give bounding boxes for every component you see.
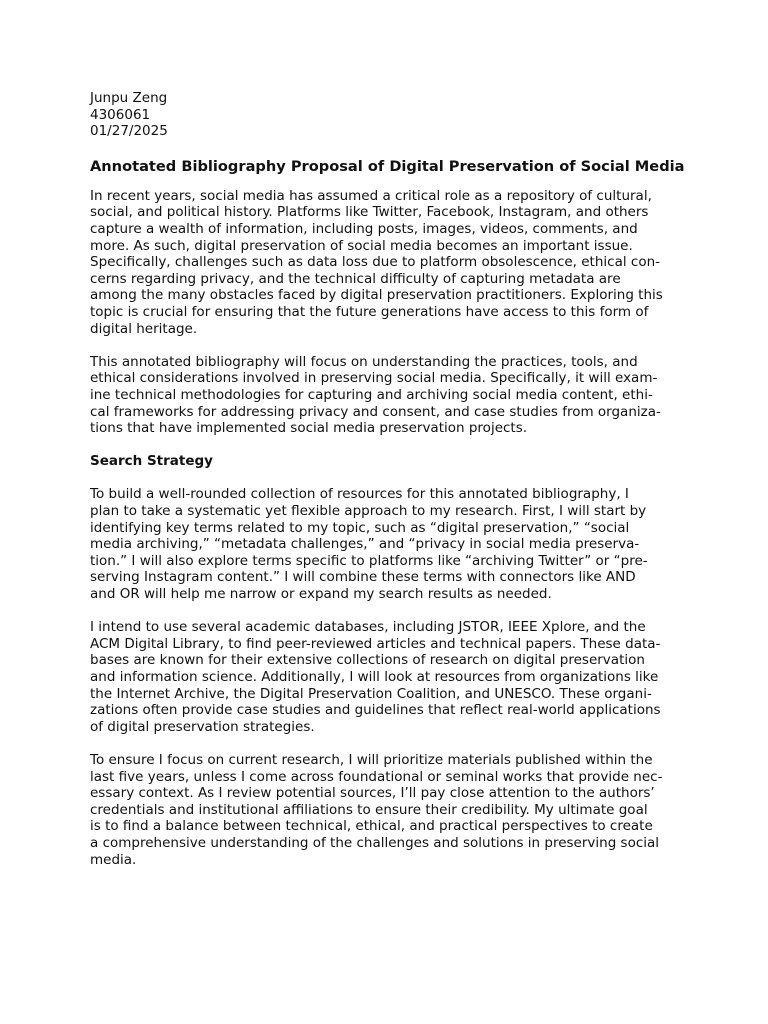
text-line: serving Instagram content.” I will combine these terms with connectors like AND	[90, 569, 636, 586]
document-date: 01/27/2025	[90, 123, 168, 140]
text-line: zations often provide case studies and guidelines that reflect real-world applications	[90, 702, 661, 719]
document-page	[90, 90, 685, 868]
student-id: 4306061	[90, 106, 151, 123]
paragraph-focus	[90, 354, 678, 437]
text-line: I intend to use several academic databases, including JSTOR, IEEE Xplore, and the	[90, 619, 646, 636]
text-line: of digital preservation strategies.	[90, 718, 315, 735]
text-line: more. As such, digital preservation of social media becomes an important issue.	[90, 237, 633, 254]
paragraph-introduction	[90, 188, 678, 337]
text-line: a comprehensive understanding of the challenges and solutions in preserving social	[90, 834, 660, 851]
paragraph-databases	[90, 619, 678, 735]
text-line: identifying key terms related to my topic, such as “digital preservation,” “social	[90, 519, 630, 536]
text-line: and information science. Additionally, I will look at resources from organizations like	[90, 669, 659, 685]
document-title: Annotated Bibliography Proposal of Digital Preservation of Social Media	[90, 157, 685, 175]
text-line: To ensure I focus on current research, I will prioritize materials published within the	[90, 751, 653, 768]
text-line: is to find a balance between technical, ethical, and practical perspectives to create	[90, 818, 653, 835]
author-name: Junpu Zeng	[90, 90, 168, 106]
text-line: bases are known for their extensive collections of research on digital preservation	[90, 652, 645, 669]
text-line: credentials and institutional affiliations to ensure their credibility. My ultimate goal	[90, 801, 648, 818]
text-line: Specifically, challenges such as data loss due to platform obsolescence, ethical con-	[90, 254, 661, 271]
text-line: ine technical methodologies for capturing and archiving social media content, ethi-	[90, 386, 653, 403]
text-line: the Internet Archive, the Digital Preservation Coalition, and UNESCO. These organi-	[90, 685, 652, 702]
text-line: last five years, unless I come across foundational or seminal works that provide nec-	[90, 768, 663, 785]
text-line: social, and political history. Platforms like Twitter, Facebook, Instagram, and others	[90, 204, 649, 221]
text-line: digital heritage.	[90, 320, 198, 337]
text-line: This annotated bibliography will focus on understanding the practices, tools, and	[90, 353, 638, 370]
text-line: ACM Digital Library, to find peer-reviewed articles and technical papers. These data-	[90, 635, 661, 652]
text-line: topic is crucial for ensuring that the future generations have access to this form of	[90, 303, 649, 320]
text-line: tion.” I will also explore terms specific to platforms like “archiving Twitter” or “pre-	[90, 552, 648, 569]
text-line: cal frameworks for addressing privacy and consent, and case studies from organiza-	[90, 403, 661, 420]
text-line: In recent years, social media has assumed a critical role as a repository of cultural,	[90, 187, 652, 204]
paragraph-search-terms	[90, 486, 678, 602]
text-line: plan to take a systematic yet flexible approach to my research. First, I will start by	[90, 503, 647, 520]
text-line: tions that have implemented social media preservation projects.	[90, 420, 528, 437]
text-line: and OR will help me narrow or expand my search results as needed.	[90, 586, 552, 603]
section-heading-search-strategy: Search Strategy	[90, 453, 213, 470]
text-line: media archiving,” “metadata challenges,” and “privacy in social media preserva-	[90, 536, 640, 553]
text-line: media.	[90, 851, 137, 868]
text-line: capture a wealth of information, including posts, images, videos, comments, and	[90, 220, 638, 237]
text-line: To build a well-rounded collection of resources for this annotated bibliography, I	[90, 486, 629, 503]
text-line: among the many obstacles faced by digital preservation practitioners. Exploring this	[90, 287, 663, 304]
paragraph-source-evaluation	[90, 752, 678, 868]
text-line: cerns regarding privacy, and the technical difficulty of capturing metadata are	[90, 270, 621, 287]
text-line: ethical considerations involved in preserving social media. Specifically, it will exam-	[90, 370, 658, 387]
text-line: essary context. As I review potential sources, I’ll pay close attention to the authors’	[90, 785, 655, 802]
